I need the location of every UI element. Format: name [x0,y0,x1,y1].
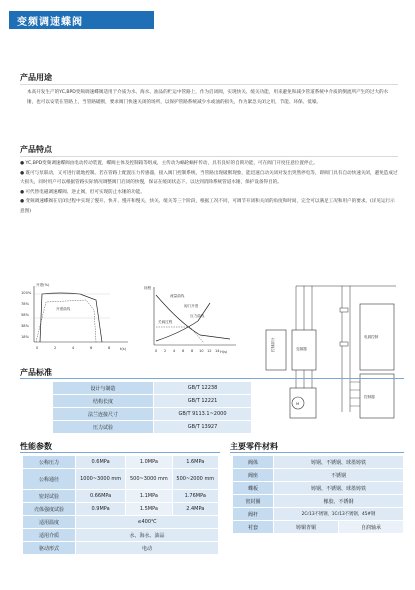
part-material: 铸钢、不锈钢、球墨铸铁 [274,482,404,495]
part-name: 衬套 [233,521,274,534]
curve-label: 开度曲线 [56,307,71,311]
x-axis-label: H(s) [220,350,228,354]
param-value: 水、海水、油品 [76,529,219,542]
y-tick: 58% [21,313,29,317]
y-tick: 38% [21,324,29,328]
param-value: 1.6MPa [172,456,218,469]
x-tick: 6 [90,346,93,350]
table-row [53,408,252,421]
x-axis-label: t(s) [120,347,127,351]
param-value: 2.4MPa [172,503,218,516]
pressure-flow-chart [140,283,240,358]
y-tick: 18% [21,335,29,339]
materials-divider [230,452,404,453]
x-tick: 12 [207,349,212,353]
opening-curve [40,293,102,342]
param-name: 适用介质 [23,529,76,542]
param-name: 公称通径 [23,469,76,490]
title-banner [9,11,154,29]
standard-code: GB/T 12238 [154,382,252,395]
performance-divider [20,452,220,453]
x-tick: 14 [215,349,220,353]
performance-heading: 性能参数 [20,442,52,451]
feature-item: ● 可代替电磁调速蝶阀、逆止阀，但可实现防止水锤的功能。 [20,189,145,195]
controller-label: 控制器 [364,395,375,399]
param-value: 500~2000 mm [172,469,218,490]
performance-table [22,455,219,555]
x-tick: 10 [199,349,204,353]
page-title: 变频调速蝶阀 [17,17,83,28]
param-value: 500~3000 mm [126,469,172,490]
y-axis-label: 扬程 [144,286,152,290]
control-circuit-diagram [256,282,401,422]
motor-label: M [296,402,300,406]
y-tick: 100% [21,291,32,295]
part-name: 阀杆 [233,508,274,521]
param-name: 公称压力 [23,456,76,469]
param-value: 1.76MPa [172,490,218,503]
table-row [233,495,404,508]
table-row [23,456,219,469]
part-name: 阀体 [233,456,274,469]
part-material: 橡胶、不锈钢 [274,495,404,508]
part-name: 密封圈 [233,495,274,508]
part-material: 不锈钢 [274,469,404,482]
switch-icon [340,308,348,312]
table-row [53,382,252,395]
opening-time-chart [20,280,135,355]
table-row [233,469,404,482]
curve-label: 流量曲线 [170,294,185,298]
x-tick: 6 [182,349,185,353]
motor-box [290,388,316,418]
part-name: 蝶板 [233,482,274,495]
standard-code: GB/T 13927 [154,421,252,434]
usage-paragraph: 本高开发生产的YC,BPD变频调速蝶阀适用于介质为水、海水、油品的贮运中管路上，作为启闭阀，实现快关、缓关功能，用来避免和减少管道系统中介质的倒流所产生的过大的水锤，也可以安装在管路上，当管路破断，要求阀门快速关闭的场所，以保护管路系统减少水或油的损失，作为紧急关闭之用，节能、环保、低噪。 [27,90,389,105]
param-value: 0.66MPa [76,490,126,503]
features-list [20,159,398,217]
feature-item: ● 既可与泵联动，又可进行就地控制。若在管路上配置压力传感器，接入阀门控制系统，当管路出现破断现象，能迅速自动关闭对发出突然停电等，即阀门具有自动快速关闭，避免造成过大损失，同时用户可以根据管路实际情况调整阀门启闭的快慢，保证在缓闭状态下，以达到消除系统管道水锤，保护设备得目的。 [20,170,398,186]
table-row [233,508,404,521]
x-tick: 8 [191,349,194,353]
features-divider [20,156,398,157]
x-tick: 0 [155,349,158,353]
part-name: 阀座 [233,469,274,482]
table-row [23,542,219,555]
table-row [23,490,219,503]
table-row [53,395,252,408]
table-row [53,421,252,434]
control-box [266,330,286,370]
part-material: 2Cr13不锈钢、1Cr13不锈钢、45#钢 [274,508,404,521]
table-row [23,529,219,542]
usage-text [27,88,395,107]
table-row [233,456,404,469]
usage-divider [20,84,398,85]
table-row [233,521,404,534]
x-tick: 2 [164,349,167,353]
table-row [23,516,219,529]
feature-item: ● YC,BPD变频调速蝶阀由电动传动装置，蝶阀主体及控制箱等组成，主传动为蜗轮蜗杆传动，具有良好的自锁功能，可在阀门开度任意位置停止。 [20,161,318,166]
usage-heading: 产品用途 [20,73,52,82]
features-heading: 产品特点 [20,145,52,154]
standards-divider [20,378,404,379]
part-material: 铸钢、不锈钢、球墨铸铁 [274,456,404,469]
table-row [23,503,219,516]
standards-table [52,381,252,434]
standard-code: GB/T 12221 [154,395,252,408]
materials-heading: 主要零件材料 [230,442,278,451]
y-tick: 78% [21,302,29,306]
standard-item: 结构长度 [53,395,154,408]
standard-item: 法兰连接尺寸 [53,408,154,421]
control-label: 控制部分 [271,337,275,352]
x-tick: 8 [108,346,111,350]
curve-label: 阀门开度 [184,304,199,308]
param-value: ≤400℃ [76,516,219,529]
x-tick: 0 [36,346,39,350]
y-axis-label: 开度(%) [36,283,50,287]
switch-icon [340,342,348,346]
power-control-label: 电源控制 [364,335,379,339]
curve-label: 压力曲线 [190,314,205,318]
table-row [23,469,219,490]
part-material: 铸铜青铜 [274,521,339,534]
x-tick: 4 [72,346,75,350]
standard-item: 压力试验 [53,421,154,434]
valve-curve [156,327,204,343]
feature-item: ● 变频调速蝶阀在启闭过程中实现了慢开、快开、慢开和慢关、快关、缓关等三个阶段，根据工况不同，可调节开闭和关闭的角度和时间，完全可以满足工况和用户的要求。(详见运行示意图) [20,199,395,214]
part-material: 自润轴承 [338,521,403,534]
param-value: 0.6MPa [76,456,126,469]
param-value: 电动 [76,542,219,555]
standard-code: GB/T 9113.1~2000 [154,408,252,421]
standard-item: 设计与制造 [53,382,154,395]
table-row [233,482,404,495]
param-value: 0.9MPa [76,503,126,516]
param-value: 1.0MPa [126,456,172,469]
param-name: 密封试验 [23,490,76,503]
x-tick: 4 [173,349,176,353]
x-tick: 2 [54,346,57,350]
standards-heading: 产品标准 [20,368,52,377]
materials-table [232,455,404,534]
param-value: 1.5MPa [126,503,172,516]
param-name: 适用温度 [23,516,76,529]
param-value: 1.1MPa [126,490,172,503]
param-value: 1000~3000 mm [76,469,126,490]
curve-label: 关阀过程 [158,320,173,324]
inverter-label: 变频器 [296,347,307,351]
param-name: 壳体强度试验 [23,503,76,516]
param-name: 驱动形式 [23,542,76,555]
